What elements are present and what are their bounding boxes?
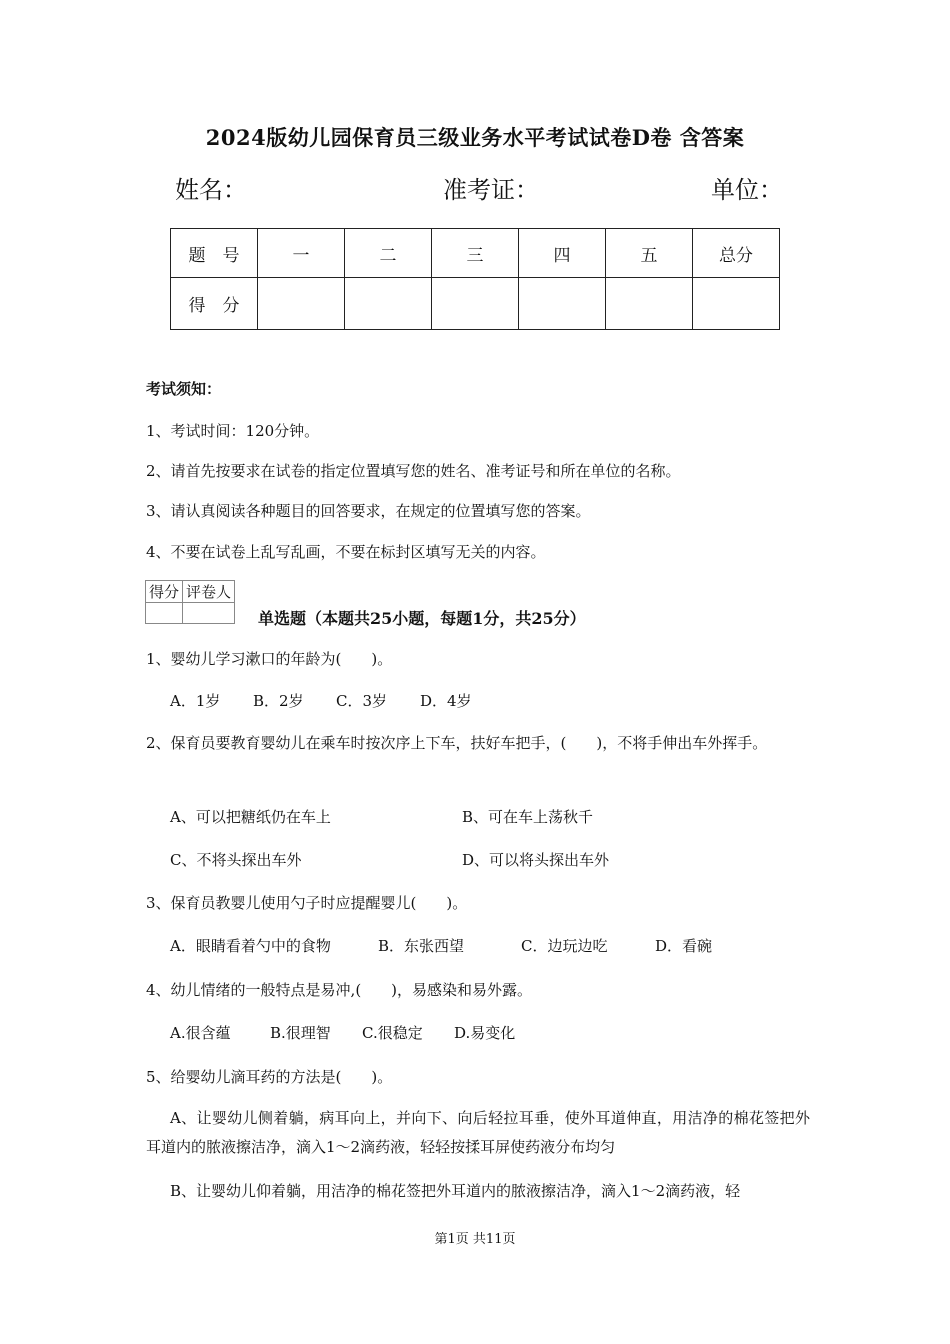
score-table xyxy=(170,228,780,330)
grader-score-label: 得分 xyxy=(146,581,183,603)
score-header-cell: 题 号 xyxy=(171,229,258,278)
option-d: D．4岁 xyxy=(420,692,472,710)
grader-name-cell xyxy=(183,603,235,624)
question-stem: 5、给婴幼儿滴耳药的方法是( )。 xyxy=(146,1068,393,1086)
option-b: B．2岁 xyxy=(253,692,304,710)
option-b: B、让婴幼儿仰着躺，用洁净的棉花签把外耳道内的脓液擦洁净，滴入1～2滴药液，轻 xyxy=(170,1182,741,1200)
score-table-score-row xyxy=(171,278,780,330)
option-a: A、可以把糖纸仍在车上 xyxy=(170,808,331,826)
notice-item: 1、考试时间：120分钟。 xyxy=(146,422,320,440)
score-header-cell: 三 xyxy=(432,229,519,278)
option-d: D．看碗 xyxy=(655,937,713,955)
grader-name-label: 评卷人 xyxy=(183,581,235,603)
score-cell xyxy=(432,278,519,330)
option-b: B．东张西望 xyxy=(378,937,465,955)
question-stem: 2、保育员要教育婴幼儿在乘车时按次序上下车，扶好车把手，( )，不将手伸出车外挥手。 xyxy=(146,734,768,752)
question-stem: 1、婴幼儿学习漱口的年龄为( )。 xyxy=(146,650,393,668)
score-header-cell: 总分 xyxy=(693,229,780,278)
option-a: A、让婴幼儿侧着躺，病耳向上，并向下、向后轻拉耳垂，使外耳道伸直，用洁净的棉花签把外耳道内的脓液擦洁净，滴入1～2滴药液，轻轻按揉耳屏使药液分布均匀 xyxy=(146,1109,810,1156)
question-stem: 3、保育员教婴儿使用勺子时应提醒婴儿( )。 xyxy=(146,894,468,912)
score-row-label: 得 分 xyxy=(171,278,258,330)
score-header-cell: 一 xyxy=(258,229,345,278)
question-stem: 4、幼儿情绪的一般特点是易冲,( )，易感染和易外露。 xyxy=(146,981,533,999)
notice-item: 2、请首先按要求在试卷的指定位置填写您的姓名、准考证号和所在单位的名称。 xyxy=(146,462,681,480)
option-a: A．眼睛看着勺中的食物 xyxy=(170,937,331,955)
notice-item: 4、不要在试卷上乱写乱画，不要在标封区填写无关的内容。 xyxy=(146,543,546,561)
notice-heading: 考试须知： xyxy=(146,380,222,398)
name-label: 姓名： xyxy=(175,176,247,204)
unit-label: 单位： xyxy=(711,176,783,204)
grader-score-cell xyxy=(146,603,183,624)
page-title: 2024版幼儿园保育员三级业务水平考试试卷D卷 含答案 xyxy=(205,125,745,150)
score-cell xyxy=(258,278,345,330)
option-c: C.很稳定 xyxy=(362,1024,423,1042)
option-b: B、可在车上荡秋千 xyxy=(462,808,594,826)
option-d: D、可以将头探出车外 xyxy=(462,851,610,869)
option-c: C．边玩边吃 xyxy=(521,937,608,955)
score-cell xyxy=(606,278,693,330)
option-d: D.易变化 xyxy=(454,1024,516,1042)
notice-item: 3、请认真阅读各种题目的回答要求，在规定的位置填写您的答案。 xyxy=(146,502,591,520)
section-title: 单选题（本题共25小题，每题1分，共25分） xyxy=(258,609,586,628)
score-header-cell: 五 xyxy=(606,229,693,278)
score-cell xyxy=(345,278,432,330)
score-header-cell: 四 xyxy=(519,229,606,278)
score-cell xyxy=(693,278,780,330)
option-b: B.很理智 xyxy=(270,1024,331,1042)
score-table-header-row xyxy=(171,229,780,278)
score-cell xyxy=(519,278,606,330)
option-a: A.很含蕴 xyxy=(170,1024,231,1042)
exam-id-label: 准考证： xyxy=(443,176,539,204)
option-c: C．3岁 xyxy=(336,692,388,710)
option-c: C、不将头探出车外 xyxy=(170,851,302,869)
option-a: A．1岁 xyxy=(170,692,221,710)
score-header-cell: 二 xyxy=(345,229,432,278)
page-footer: 第1页 共11页 xyxy=(434,1232,516,1247)
grader-box xyxy=(145,580,235,624)
